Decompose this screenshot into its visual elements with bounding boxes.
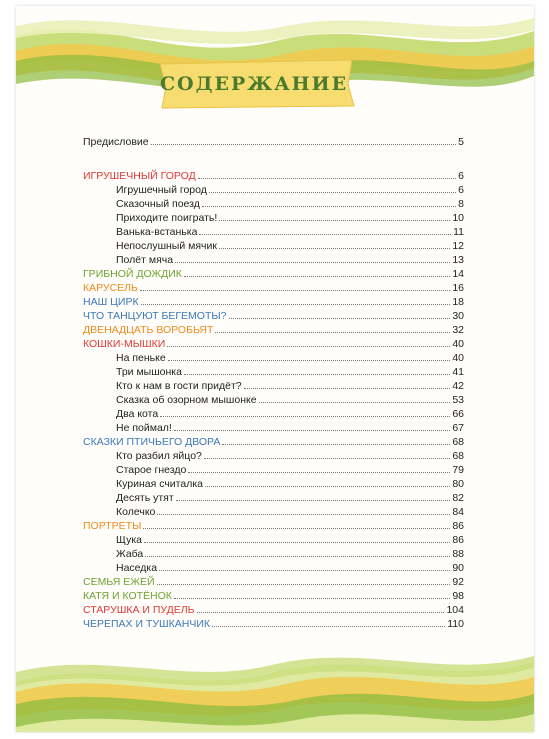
- dot-leader: [219, 248, 450, 249]
- dot-leader: [176, 500, 451, 501]
- toc-section: [83, 616, 464, 630]
- toc-page-number: 90: [452, 562, 464, 574]
- dot-leader: [143, 528, 450, 529]
- toc-entry-title: Полёт мяча: [116, 254, 174, 266]
- toc-page-number: 80: [452, 478, 464, 490]
- toc-section: [83, 168, 464, 182]
- toc-section: [83, 518, 464, 532]
- toc-subentry: [83, 462, 464, 476]
- toc-entry-title: ИГРУШЕЧНЫЙ ГОРОД: [83, 170, 196, 182]
- toc-page-number: 30: [452, 310, 464, 322]
- toc-entry-title: СКАЗКИ ПТИЧЬЕГО ДВОРА: [83, 436, 221, 448]
- dot-leader: [151, 144, 457, 145]
- dot-leader: [244, 388, 451, 389]
- dot-leader: [184, 374, 450, 375]
- toc-entry-title: Игрушечный город: [116, 184, 207, 196]
- toc-page-number: 6: [458, 184, 464, 196]
- toc-section: [83, 280, 464, 294]
- toc-page-number: 86: [452, 534, 464, 546]
- toc-entry-title: ДВЕНАДЦАТЬ ВОРОБЬЯТ: [83, 324, 214, 336]
- dot-leader: [222, 444, 450, 445]
- toc-entry-title: Ванька-встанька: [116, 226, 198, 238]
- dot-leader: [157, 514, 450, 515]
- toc-section: [83, 602, 464, 616]
- toc-subentry: [83, 490, 464, 504]
- toc-subentry: [83, 448, 464, 462]
- toc-page-number: 5: [458, 136, 464, 148]
- toc-section: [83, 308, 464, 322]
- toc-entry-title: СТАРУШКА И ПУДЕЛЬ: [83, 604, 195, 616]
- toc-subentry: [83, 238, 464, 252]
- toc-subentry: [83, 364, 464, 378]
- toc-subentry: [83, 224, 464, 238]
- toc-page-number: 104: [446, 604, 464, 616]
- toc-page-number: 68: [452, 450, 464, 462]
- toc-page-number: 110: [447, 618, 464, 630]
- toc-subentry: [83, 420, 464, 434]
- dot-leader: [209, 192, 456, 193]
- toc-page-number: 66: [452, 408, 464, 420]
- dot-leader: [175, 262, 450, 263]
- toc-page-number: 42: [452, 380, 464, 392]
- toc-page-number: 92: [452, 576, 464, 588]
- toc-entry-title: Щука: [116, 534, 142, 546]
- toc-page-number: 88: [452, 548, 464, 560]
- toc-subentry: [83, 182, 464, 196]
- dot-leader: [174, 430, 450, 431]
- toc-subentry: [83, 210, 464, 224]
- toc-page-number: 41: [452, 366, 464, 378]
- page-title: СОДЕРЖАНИЕ: [159, 73, 349, 95]
- toc-entry-title: Кто разбил яйцо?: [116, 450, 202, 462]
- toc-page-number: 8: [458, 198, 464, 210]
- toc-subentry: [83, 252, 464, 266]
- toc-page-number: 32: [452, 324, 464, 336]
- dot-leader: [202, 206, 456, 207]
- toc-page-number: 82: [452, 492, 464, 504]
- toc-page-number: 14: [452, 268, 464, 280]
- dot-leader: [159, 570, 450, 571]
- toc-entry-title: СЕМЬЯ ЕЖЕЙ: [83, 576, 155, 588]
- dot-leader: [199, 234, 451, 235]
- toc-subentry: [83, 378, 464, 392]
- toc-entry-title: Наседка: [116, 562, 158, 574]
- toc-entry-title: ГРИБНОЙ ДОЖДИК: [83, 268, 182, 280]
- toc-subentry: [83, 406, 464, 420]
- toc-section: [83, 266, 464, 280]
- toc-entry-title: ЧЕРЕПАХ И ТУШКАНЧИК: [83, 618, 211, 630]
- toc-page-number: 67: [452, 422, 464, 434]
- toc-page-number: 11: [453, 226, 464, 238]
- book-page: [16, 6, 534, 732]
- toc-subentry: [83, 532, 464, 546]
- toc-page-number: 6: [458, 170, 464, 182]
- toc-section: [83, 574, 464, 588]
- toc-entry-title: Сказка об озорном мышонке: [116, 394, 257, 406]
- toc-entry-title: Жаба: [116, 548, 144, 560]
- toc-page-number: 53: [452, 394, 464, 406]
- toc-page-number: 86: [452, 520, 464, 532]
- toc-entry-title: Сказочный поезд: [116, 198, 200, 210]
- toc-section: [83, 294, 464, 308]
- dot-leader: [184, 276, 450, 277]
- toc-entry-title: Предисловие: [83, 136, 149, 148]
- dot-leader: [219, 220, 450, 221]
- toc-page-number: 13: [452, 254, 464, 266]
- dot-leader: [259, 402, 451, 403]
- toc-entry-title: НАШ ЦИРК: [83, 296, 139, 308]
- toc-entry-title: КАРУСЕЛЬ: [83, 282, 138, 294]
- toc-entry-title: Два кота: [116, 408, 159, 420]
- toc-subentry: [83, 350, 464, 364]
- toc-subentry: [83, 196, 464, 210]
- toc-page-number: 10: [452, 212, 464, 224]
- toc-entry-title: Непослушный мячик: [116, 240, 217, 252]
- toc-section: [83, 336, 464, 350]
- toc-subentry: [83, 504, 464, 518]
- dot-leader: [141, 304, 451, 305]
- bottom-decorative-wave: [16, 642, 534, 732]
- toc-section: [83, 434, 464, 448]
- dot-leader: [212, 626, 445, 627]
- dot-leader: [188, 472, 450, 473]
- dot-leader: [140, 290, 450, 291]
- toc-section: [83, 322, 464, 336]
- toc-section: [83, 588, 464, 602]
- toc-entry-title: Старое гнездо: [116, 464, 187, 476]
- toc-subentry: [83, 476, 464, 490]
- toc-page-number: 40: [452, 352, 464, 364]
- toc-entry-title: КАТЯ И КОТЁНОК: [83, 590, 172, 602]
- dot-leader: [167, 346, 450, 347]
- toc-intro: [83, 134, 464, 148]
- toc-entry-title: Кто к нам в гости придёт?: [116, 380, 242, 392]
- toc-page-number: 98: [452, 590, 464, 602]
- toc-entry-title: Три мышонка: [116, 366, 182, 378]
- dot-leader: [197, 612, 445, 613]
- dot-leader: [204, 458, 450, 459]
- dot-leader: [215, 332, 450, 333]
- toc-page-number: 16: [452, 282, 464, 294]
- toc-page-number: 18: [452, 296, 464, 308]
- dot-leader: [160, 416, 450, 417]
- dot-leader: [229, 318, 451, 319]
- toc-page-number: 79: [452, 464, 464, 476]
- toc-page-number: 12: [452, 240, 464, 252]
- dot-leader: [168, 360, 451, 361]
- toc-entry-title: Десять утят: [116, 492, 174, 504]
- toc-entry-title: Куриная считалка: [116, 478, 203, 490]
- toc-entry-title: ЧТО ТАНЦУЮТ БЕГЕМОТЫ?: [83, 310, 227, 322]
- toc-entry-title: На пеньке: [116, 352, 166, 364]
- toc-page-number: 40: [452, 338, 464, 350]
- toc-page-number: 84: [452, 506, 464, 518]
- dot-leader: [198, 178, 456, 179]
- dot-leader: [145, 556, 450, 557]
- dot-leader: [205, 486, 450, 487]
- dot-leader: [157, 584, 451, 585]
- toc-entry-title: Колечко: [116, 506, 156, 518]
- toc-page-number: 68: [452, 436, 464, 448]
- toc-entry-title: Приходите поиграть!: [116, 212, 218, 224]
- toc-entry-title: ПОРТРЕТЫ: [83, 520, 142, 532]
- toc-entry-title: Не поймал!: [116, 422, 172, 434]
- dot-leader: [144, 542, 450, 543]
- dot-leader: [174, 598, 450, 599]
- toc-subentry: [83, 392, 464, 406]
- toc-entry-title: КОШКИ-МЫШКИ: [83, 338, 166, 350]
- toc-subentry: [83, 560, 464, 574]
- toc-subentry: [83, 546, 464, 560]
